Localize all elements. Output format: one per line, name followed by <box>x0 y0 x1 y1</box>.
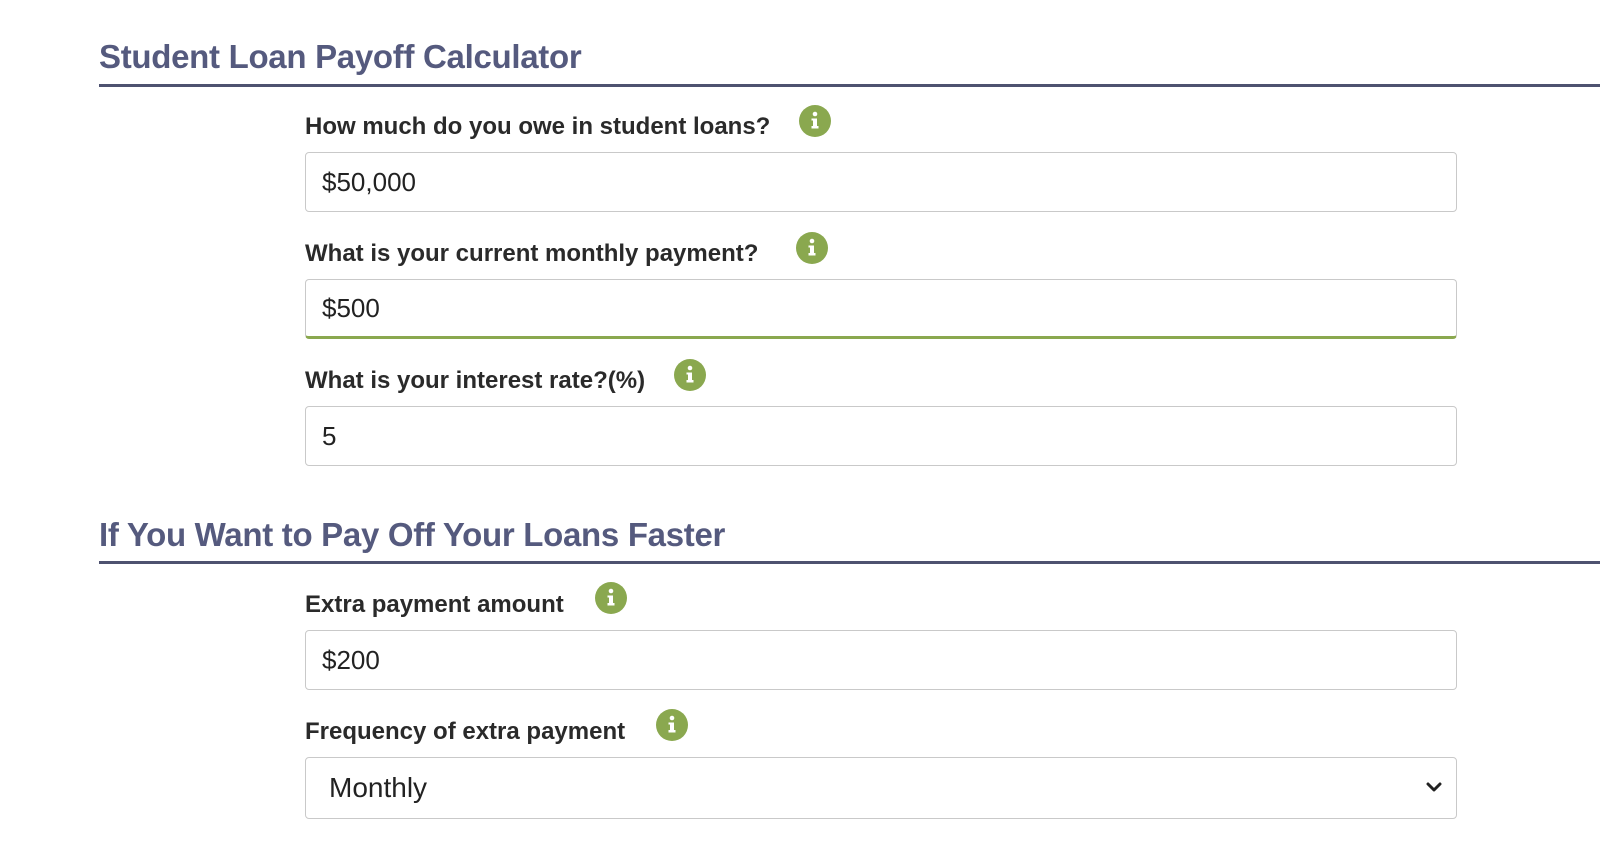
extra-payment-input-box[interactable] <box>305 630 1457 690</box>
info-icon[interactable] <box>656 709 688 741</box>
extra-payment-label: Extra payment amount <box>305 591 564 618</box>
frequency-select[interactable] <box>305 757 1457 819</box>
info-icon[interactable] <box>674 359 706 391</box>
interest-rate-input[interactable] <box>306 407 1456 465</box>
monthly-payment-input[interactable] <box>306 280 1456 336</box>
owed-input[interactable] <box>306 153 1456 211</box>
faster-section-title: If You Want to Pay Off Your Loans Faster <box>99 516 726 553</box>
interest-rate-input-box[interactable] <box>305 406 1457 466</box>
interest-rate-label: What is your interest rate?(%) <box>305 367 646 394</box>
monthly-payment-label: What is your current monthly payment? <box>305 240 759 267</box>
calculator-section-title: Student Loan Payoff Calculator <box>99 38 582 75</box>
section-divider <box>99 84 1600 87</box>
info-icon[interactable] <box>796 232 828 264</box>
section-divider <box>99 561 1600 564</box>
info-icon[interactable] <box>799 105 831 137</box>
owed-input-box[interactable] <box>305 152 1457 212</box>
chevron-down-icon <box>1426 780 1442 798</box>
extra-payment-input[interactable] <box>306 631 1456 689</box>
frequency-label: Frequency of extra payment <box>305 718 626 745</box>
monthly-payment-input-box[interactable] <box>305 279 1457 339</box>
owed-label: How much do you owe in student loans? <box>305 113 771 140</box>
frequency-selected-value: Monthly <box>329 772 428 803</box>
info-icon[interactable] <box>595 582 627 614</box>
